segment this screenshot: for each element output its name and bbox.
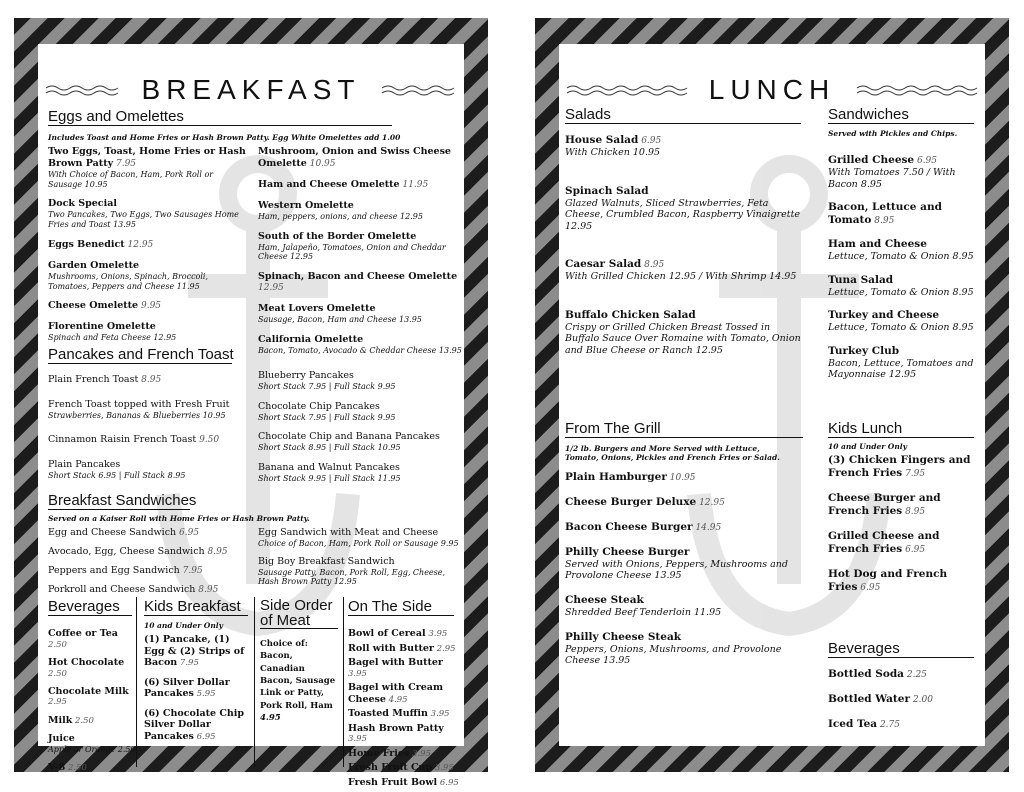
sandwiches-list-right: [258, 527, 468, 594]
menu-item-description: Lettuce, Tomato & Onion 8.95: [828, 322, 974, 334]
eggs-list-left: [48, 146, 248, 352]
menu-item: [258, 370, 468, 392]
menu-item: [565, 258, 801, 283]
menu-item-price: 2.25: [906, 670, 927, 680]
column-divider: [136, 597, 137, 767]
menu-item: [828, 668, 978, 681]
menu-item-description: With Chicken 10.95: [565, 146, 661, 158]
menu-item: [348, 628, 464, 640]
menu-item-name: Big Boy Breakfast Sandwich: [258, 555, 395, 567]
menu-item-description: Short Stack 8.95 | Full Stack 10.95: [258, 443, 401, 453]
menu-item: [144, 677, 252, 700]
menu-item-name: Egg Sandwich with Meat and Cheese: [258, 527, 439, 538]
menu-item-name: Roll with Butter: [348, 642, 434, 654]
menu-item-name: California Omelette: [258, 333, 364, 345]
menu-item-price: 8.95: [198, 584, 219, 595]
menu-item-name: South of the Border Omelette: [258, 230, 417, 242]
menu-item: [48, 686, 136, 708]
lunch-beverages-list: [828, 668, 978, 743]
sandwiches-list-left: [48, 527, 248, 603]
menu-item: [565, 134, 801, 159]
menu-item-price: 2.00: [912, 694, 933, 705]
menu-item: [828, 530, 978, 556]
menu-item: [48, 374, 248, 386]
menu-item: [258, 231, 468, 262]
menu-item-name: Spinach Salad: [565, 184, 649, 197]
menu-item-name: Juice: [48, 733, 75, 745]
menu-item-price: 2.50: [48, 639, 67, 650]
section-heading-on-the-side: On The Side: [348, 598, 454, 616]
menu-item-price: 8.95: [207, 546, 228, 557]
menu-item: [48, 300, 248, 312]
menu-item-price: 2.50: [48, 668, 67, 679]
menu-item-price: 2.75: [879, 719, 900, 730]
menu-item: [348, 762, 464, 774]
menu-item: [565, 594, 801, 619]
menu-item-price: 7.95: [115, 158, 137, 169]
menu-item-price: 9.50: [199, 434, 220, 445]
menu-item: [48, 146, 248, 189]
menu-item-name: Meat Lovers Omelette: [258, 303, 376, 315]
menu-item-name: Cheese Burger Deluxe: [565, 495, 697, 508]
menu-item-name: Tuna Salad: [828, 273, 894, 286]
menu-item-name: French Toast topped with Fresh Fruit: [48, 398, 230, 410]
menu-item-name: Two Eggs, Toast, Home Fries or Hash Brown Patty: [48, 146, 246, 169]
menu-item: [48, 321, 248, 343]
menu-item-name: Grilled Cheese and French Fries: [828, 529, 940, 555]
menu-item-name: Toasted Muffin: [348, 708, 428, 720]
breakfast-title-text: BREAKFAST: [141, 73, 361, 105]
side-meat-heading-line-1: Side Order: [260, 597, 333, 614]
menu-item: [48, 459, 248, 481]
menu-item: [348, 708, 464, 720]
menu-item: [258, 527, 468, 549]
menu-item: [48, 546, 248, 558]
menu-item-name: Blueberry Pancakes: [258, 370, 354, 381]
pancakes-list-left: [48, 374, 248, 493]
menu-item: [258, 401, 468, 423]
menu-item-price: 10.95: [309, 158, 336, 169]
menu-item: [828, 345, 978, 381]
menu-item: [48, 733, 136, 754]
menu-item-name: Cinnamon Raisin French Toast: [48, 433, 197, 445]
menu-item-description: Sausage, Bacon, Ham and Cheese 13.95: [258, 315, 422, 324]
lunch-title: [559, 72, 985, 106]
menu-item-price: 6.95: [196, 732, 216, 743]
menu-item-name: Cheese Steak: [565, 594, 644, 607]
sandwiches-note: Served on a Kaiser Roll with Home Fries or Hash Brown Patty.: [48, 514, 310, 523]
menu-item-description: Sausage Patty, Bacon, Pork Roll, Egg, Cheese, Hash Brown Patty 12.95: [258, 567, 446, 587]
menu-item-price: 8.95: [874, 216, 895, 227]
menu-item-price: 7.95: [179, 658, 199, 669]
lunch-menu-panel: [535, 18, 1009, 772]
menu-item-name: (6) Chocolate Chip Silver Dollar Pancakes: [144, 707, 245, 743]
menu-item-description: Ham, Jalapeño, Tomatoes, Onion and Cheddar Cheese 12.95: [258, 242, 446, 262]
grill-list: [565, 471, 801, 679]
menu-item: [258, 556, 468, 587]
menu-item-description: With Tomatoes 7.50 / With Bacon 8.95: [828, 166, 956, 190]
menu-item-price: 8.95: [905, 506, 926, 517]
menu-item-name: Peppers and Egg Sandwich: [48, 564, 180, 576]
menu-item-name: V-8: [48, 761, 66, 773]
menu-item-description: Bacon, Lettuce, Tomatoes and Mayonnaise 12.95: [828, 357, 974, 381]
menu-item-name: Turkey and Cheese: [828, 309, 940, 322]
menu-item: [828, 154, 978, 190]
menu-item-price: 3.95: [430, 709, 450, 720]
menu-item: [48, 657, 136, 679]
menu-item-name: Plain Hamburger: [565, 471, 667, 483]
menu-item-price: 8.95: [141, 375, 162, 385]
menu-item-price: 3.95: [348, 734, 367, 745]
side-meat-text: [260, 638, 338, 724]
menu-item-name: Fresh Fruit Bowl: [348, 776, 438, 788]
menu-item-name: Hash Brown Patty: [348, 722, 444, 734]
section-heading-beverages: Beverages: [48, 598, 132, 616]
breakfast-menu-content: [38, 44, 464, 788]
menu-item-description: Short Stack 7.95 | Full Stack 9.95: [258, 412, 396, 422]
menu-item: [48, 198, 248, 229]
menu-item-name: Bacon Cheese Burger: [565, 520, 693, 533]
menu-item-name: Hot Chocolate: [48, 656, 125, 668]
menu-item: [828, 693, 978, 706]
wave-ornament-left: [567, 84, 687, 96]
menu-item-name: Spinach, Bacon and Cheese Omelette: [258, 271, 458, 283]
menu-item-price: 3.95: [348, 668, 367, 679]
breakfast-menu-panel: [14, 18, 488, 788]
menu-item-price: 6.95: [905, 544, 926, 555]
menu-item-name: Bagel with Cream Cheese: [348, 682, 443, 705]
menu-item-name: (6) Silver Dollar Pancakes: [144, 676, 230, 700]
menu-item-name: Bowl of Cereal: [348, 628, 426, 639]
column-divider: [343, 597, 344, 767]
menu-item-name: Home Fries: [348, 747, 410, 759]
menu-item-description: Shredded Beef Tenderloin 11.95: [565, 607, 722, 618]
menu-item: [258, 146, 468, 170]
section-heading-side-meat: [260, 598, 338, 629]
menu-item-price: 10.95: [669, 473, 696, 483]
section-heading-sandwiches: Sandwiches: [828, 106, 974, 124]
menu-item-name: Buffalo Chicken Salad: [565, 308, 696, 321]
menu-item-name: Eggs Benedict: [48, 238, 125, 250]
menu-item-name: Florentine Omelette: [48, 321, 156, 333]
menu-item-name: Cheese Burger and French Fries: [828, 491, 941, 517]
side-meat-price: 4.95: [260, 712, 281, 723]
menu-item-name: Ham and Cheese Omelette: [258, 178, 400, 190]
menu-item-price: 7.95: [905, 468, 926, 479]
menu-item-description: Peppers, Onions, Mushrooms, and Provolone Cheese 13.95: [565, 643, 782, 667]
menu-item: [258, 334, 468, 356]
section-heading-salads: Salads: [565, 106, 801, 124]
menu-item: [348, 748, 464, 760]
menu-item-description: Served with Onions, Peppers, Mushrooms and Provolone Cheese 13.95: [565, 558, 788, 582]
lunch-sandwiches-list: [828, 154, 978, 392]
menu-item-price: 5.95: [196, 689, 216, 700]
menu-item: [828, 238, 978, 263]
menu-item-description: Crispy or Grilled Chicken Breast Tossed in Buffalo Sauce Over Romaine with Tomato, Onion and Blue Cheese or Ranch 12.95: [565, 321, 801, 356]
menu-item: [828, 454, 978, 480]
menu-item: [348, 777, 464, 789]
menu-item-price: 2.95: [48, 697, 67, 708]
menu-item-name: Milk: [48, 714, 73, 726]
menu-item-price: 4.95: [388, 694, 408, 705]
eggs-list-right: [258, 146, 468, 364]
on-the-side-list: [348, 628, 464, 792]
menu-item-description: Spinach and Feta Cheese 12.95: [48, 333, 177, 343]
section-heading-breakfast-sandwiches: Breakfast Sandwiches: [48, 492, 197, 509]
menu-item-price: 3.95: [428, 629, 448, 639]
column-divider: [254, 597, 255, 767]
menu-item: [258, 271, 468, 294]
menu-item-name: Dock Special: [48, 198, 117, 210]
section-heading-kids-breakfast: Kids Breakfast: [144, 598, 248, 616]
section-heading-eggs: Eggs and Omelettes: [48, 108, 392, 126]
section-heading-pancakes: Pancakes and French Toast: [48, 346, 234, 363]
menu-item: [348, 657, 464, 679]
menu-item-description: Short Stack 7.95 | Full Stack 9.95: [258, 381, 396, 391]
menu-item-name: Caesar Salad: [565, 258, 642, 271]
menu-item: [828, 492, 978, 518]
kids-breakfast-note: 10 and Under Only: [144, 621, 223, 630]
menu-item-name: Garden Omelette: [48, 259, 140, 271]
menu-item: [48, 762, 136, 774]
menu-item-name: Philly Cheese Burger: [565, 545, 690, 558]
kids-lunch-note: 10 and Under Only: [828, 442, 907, 451]
menu-item: [565, 496, 801, 509]
menu-item-name: Chocolate Chip Pancakes: [258, 400, 380, 412]
menu-item: [828, 309, 978, 334]
side-meat-heading-line-2: of Meat: [260, 612, 311, 629]
pancakes-list-right: [258, 370, 468, 493]
menu-item-description: Mushrooms, Onions, Spinach, Broccoli, Tomatoes, Peppers and Cheese 11.95: [48, 271, 209, 291]
menu-item-name: Bottled Soda: [828, 668, 904, 680]
side-meat-choices: Choice of: Bacon, Canadian Bacon, Sausage Link or Patty, Pork Roll, Ham: [260, 639, 336, 711]
wave-ornament-right: [857, 84, 977, 96]
menu-item: [565, 546, 801, 582]
menu-item-description: Two Pancakes, Two Eggs, Two Sausages Home Fries and Toast 13.95: [48, 210, 239, 230]
breakfast-title: [38, 72, 464, 106]
menu-item-price: 6.95: [179, 528, 200, 538]
salads-list: [565, 134, 801, 383]
menu-item-name: Porkroll and Cheese Sandwich: [48, 583, 196, 595]
menu-item-description: Short Stack 6.95 | Full Stack 8.95: [48, 470, 186, 480]
menu-item-price: 12.95: [699, 497, 725, 508]
menu-item-price: 14.95: [695, 522, 722, 533]
menu-item: [348, 723, 464, 745]
menu-item-name: Coffee or Tea: [48, 628, 118, 639]
menu-item-description: Glazed Walnuts, Sliced Strawberries, Feta Cheese, Crumbled Bacon, Raspberry Vinaigrette 12.95: [565, 197, 801, 232]
menu-item-description: With Grilled Chicken 12.95 / With Shrimp 14.95: [565, 271, 797, 283]
menu-item-name: Grilled Cheese: [828, 154, 915, 166]
menu-item: [565, 631, 801, 667]
menu-item-name: Hot Dog and French Fries: [828, 567, 948, 593]
section-heading-kids-lunch: Kids Lunch: [828, 420, 974, 438]
menu-item: [348, 643, 464, 655]
menu-item: [48, 584, 248, 596]
menu-item-description: Lettuce, Tomato & Onion 8.95: [828, 251, 974, 263]
menu-item: [258, 303, 468, 325]
menu-item-name: Philly Cheese Steak: [565, 630, 682, 643]
menu-item-price: 6.95: [641, 136, 662, 146]
menu-item: [565, 521, 801, 534]
menu-item-name: Bacon, Lettuce and Tomato: [828, 201, 942, 227]
menu-item: [258, 179, 468, 191]
menu-item: [348, 682, 464, 705]
section-heading-from-the-grill: From The Grill: [565, 420, 803, 438]
menu-item: [258, 200, 468, 222]
menu-item-name: Cheese Omelette: [48, 300, 139, 312]
menu-item-price: 2.50: [75, 715, 94, 726]
kids-breakfast-list: [144, 634, 252, 751]
menu-item-price: 11.95: [402, 179, 429, 190]
menu-item-price: 6.95: [860, 582, 881, 593]
menu-item: [48, 434, 248, 446]
menu-item-price: 2.95: [436, 643, 456, 654]
menu-item-name: Mushroom, Onion and Swiss Cheese Omelette: [258, 146, 451, 169]
menu-item-price: 7.95: [182, 565, 203, 576]
menu-item-price: 6.95: [439, 777, 459, 788]
menu-item-name: Chocolate Chip and Banana Pancakes: [258, 431, 440, 443]
menu-item: [258, 431, 468, 453]
menu-item-name: (3) Chicken Fingers and French Fries: [828, 454, 971, 479]
menu-item-name: Avocado, Egg, Cheese Sandwich: [48, 545, 205, 557]
menu-item-price: 12.95: [127, 239, 154, 250]
menu-item: [48, 239, 248, 251]
menu-item-description: Short Stack 9.95 | Full Stack 11.95: [258, 474, 401, 484]
menu-item-description: Apple or Orange 2.50: [48, 744, 136, 754]
kids-lunch-list: [828, 454, 978, 606]
menu-item: [828, 201, 978, 227]
menu-item-price: 9.95: [140, 301, 162, 312]
menu-item-name: Bagel with Butter: [348, 657, 443, 669]
menu-item-name: Plain Pancakes: [48, 458, 121, 470]
menu-item-description: Strawberries, Bananas & Blueberries 10.95: [48, 410, 226, 420]
menu-item: [48, 527, 248, 539]
wave-ornament-left: [46, 84, 120, 96]
menu-item-price: 12.95: [258, 283, 284, 294]
menu-item-name: Ham and Cheese: [828, 238, 927, 251]
eggs-note: Includes Toast and Home Fries or Hash Brown Patty. Egg White Omelettes add 1.00: [48, 133, 401, 142]
lunch-title-text: LUNCH: [708, 73, 836, 105]
menu-item: [48, 628, 136, 650]
menu-item: [828, 718, 978, 731]
menu-item: [144, 634, 252, 669]
menu-item-name: Chocolate Milk: [48, 685, 129, 697]
menu-item: [144, 708, 252, 743]
wave-ornament-right: [382, 84, 456, 96]
menu-item-name: Plain French Toast: [48, 374, 139, 385]
menu-item-price: 8.95: [644, 260, 665, 271]
menu-item-name: Banana and Walnut Pancakes: [258, 462, 400, 474]
menu-item: [828, 274, 978, 299]
menu-item: [828, 568, 978, 594]
menu-item: [48, 715, 136, 727]
menu-item-description: Lettuce, Tomato & Onion 8.95: [828, 286, 974, 298]
lunch-menu-content: [559, 44, 985, 746]
menu-item-name: Fresh Fruit Cup: [348, 762, 433, 774]
menu-item-name: Bottled Water: [828, 692, 910, 705]
menu-item: [565, 471, 801, 484]
menu-item-name: House Salad: [565, 134, 639, 146]
menu-item-name: Egg and Cheese Sandwich: [48, 527, 177, 538]
menu-item-price: 3.95: [434, 763, 454, 774]
lunch-sandwiches-note: Served with Pickles and Chips.: [828, 129, 958, 138]
menu-item: [258, 462, 468, 484]
grill-note: 1/2 lb. Burgers and More Served with Lettuce, Tomato, Onions, Pickles and French Fries or Salad.: [565, 444, 780, 462]
menu-item-description: Choice of Bacon, Ham, Pork Roll or Sausage 9.95: [258, 538, 459, 548]
menu-item-price: 2.50: [67, 762, 87, 773]
menu-item-name: Western Omelette: [258, 199, 354, 211]
menu-item-price: 3.95: [412, 748, 431, 759]
menu-item: [565, 309, 801, 357]
section-heading-lunch-beverages: Beverages: [828, 640, 974, 658]
menu-item-description: Ham, peppers, onions, and cheese 12.95: [258, 211, 423, 221]
menu-item-description: With Choice of Bacon, Ham, Pork Roll or Sausage 10.95: [48, 169, 214, 189]
menu-item-description: Bacon, Tomato, Avocado & Cheddar Cheese 13.95: [258, 345, 462, 355]
menu-item: [48, 565, 248, 577]
menu-item: [565, 185, 801, 233]
menu-item: [48, 260, 248, 291]
menu-item-name: (1) Pancake, (1) Egg & (2) Strips of Bacon: [144, 634, 245, 669]
menu-item: [48, 399, 248, 421]
menu-item-name: Turkey Club: [828, 344, 900, 357]
breakfast-beverages-list: [48, 628, 136, 780]
menu-item-name: Iced Tea: [828, 717, 878, 730]
menu-item-price: 6.95: [916, 156, 938, 166]
